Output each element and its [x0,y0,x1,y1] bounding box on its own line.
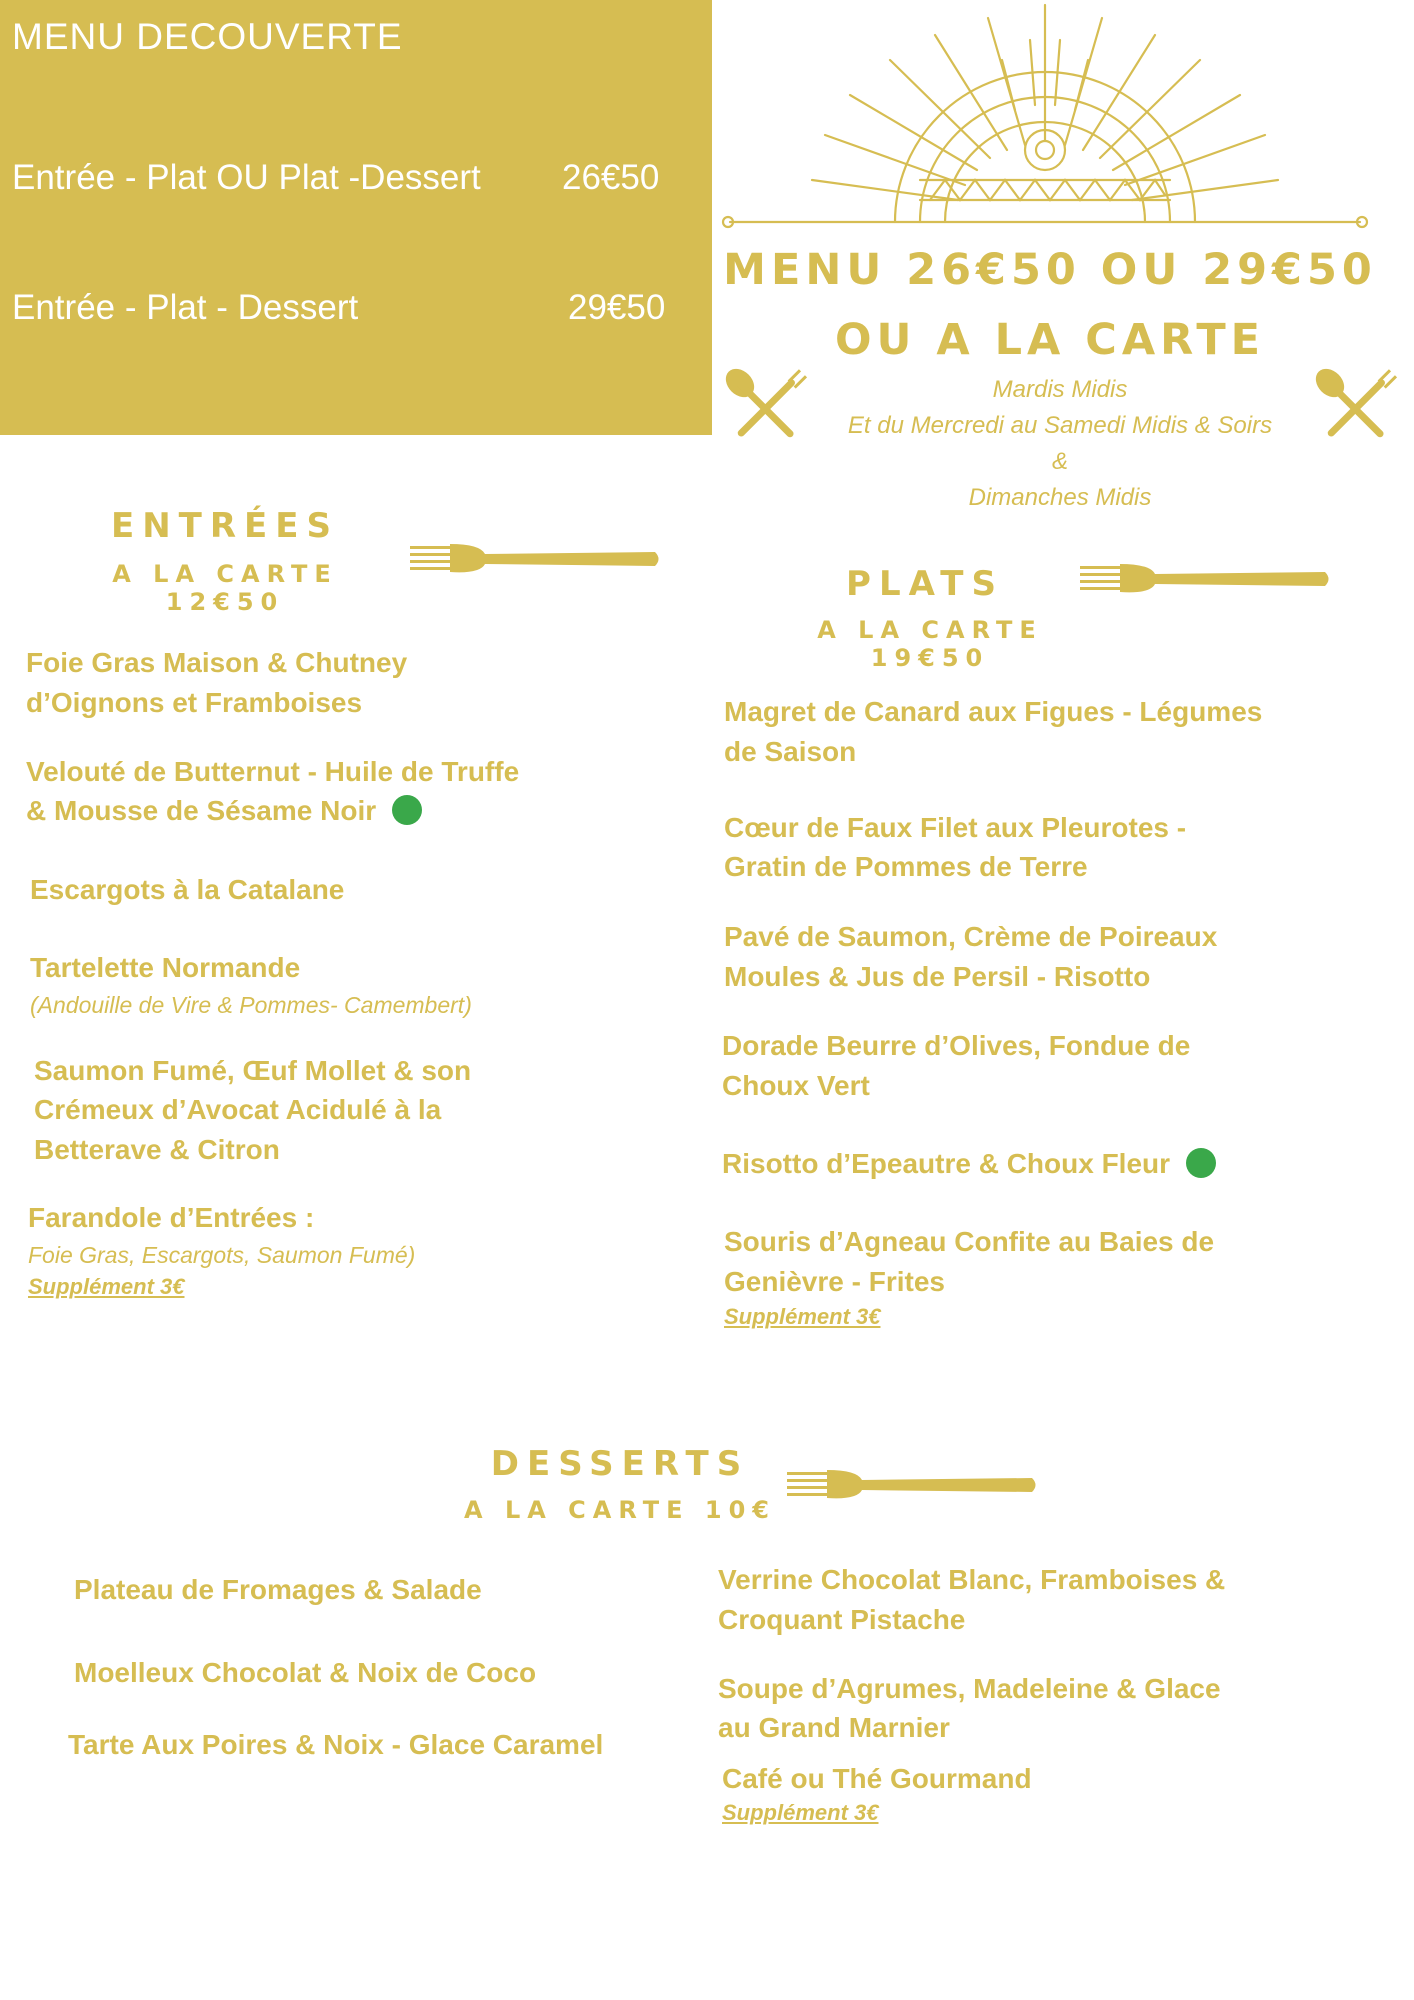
entree-note: (Andouille de Vire & Pommes- Camembert) [30,992,472,1018]
supplement-note: Supplément 3€ [28,1274,185,1299]
schedule-line2: Et du Mercredi au Samedi Midis & Soirs [847,412,1273,439]
dessert-item: Soupe d’Agrumes, Madeleine & Glace [718,1673,1221,1704]
schedule-line1: Mardis Midis [992,376,1128,403]
dessert-item: Croquant Pistache [718,1604,966,1635]
entree-item: & Mousse de Sésame Noir [26,795,377,826]
entree-item: d’Oignons et Framboises [26,687,363,718]
plats-subtitle: A LA CARTE 19€50 [817,616,1043,672]
plat-item: Choux Vert [722,1070,870,1101]
plat-item: Cœur de Faux Filet aux Pleurotes - [724,812,1187,843]
plats-title: PLATS [846,564,1004,604]
fork-icon-desserts [787,1466,1037,1504]
fork-icon-entrees [410,540,660,578]
entree-item-with-veg [26,791,422,831]
entrees-title: ENTRÉES [111,506,339,546]
spoon-fork-cross-icon-right [1312,365,1400,453]
decouverte-line2-label: Entrée - Plat - Dessert [12,288,359,327]
entree-item: Farandole d’Entrées : [28,1202,315,1233]
menu-decouverte-title: MENU DECOUVERTE [12,16,403,57]
dessert-item: Verrine Chocolat Blanc, Framboises & [718,1564,1226,1595]
dessert-item: Moelleux Chocolat & Noix de Coco [74,1657,537,1688]
entree-item: Escargots à la Catalane [30,874,345,905]
dessert-item: Café ou Thé Gourmand [722,1763,1032,1794]
vegetarian-leaf-icon [1186,1148,1216,1178]
plat-item: de Saison [724,736,857,767]
decouverte-line1-label: Entrée - Plat OU Plat -Dessert [12,158,481,197]
entree-item: Tartelette Normande [30,952,301,983]
supplement-note: Supplément 3€ [722,1800,879,1825]
main-title-line1: MENU 26€50 OU 29€50 [723,245,1377,295]
decouverte-line1-price: 26€50 [562,158,660,197]
plat-item: Risotto d’Epeautre & Choux Fleur [722,1148,1171,1179]
entree-item: Betterave & Citron [34,1134,280,1165]
main-title-line2: OU A LA CARTE [834,315,1266,365]
fork-icon-plats [1080,560,1330,598]
spoon-fork-cross-icon [722,365,810,453]
entree-item: Velouté de Butternut - Huile de Truffe [26,756,520,787]
plat-item: Gratin de Pommes de Terre [724,851,1088,882]
dessert-item: Tarte Aux Poires & Noix - Glace Caramel [68,1729,604,1760]
entree-item: Crémeux d’Avocat Acidulé à la [34,1094,442,1125]
desserts-subtitle: A LA CARTE 10€ [464,1496,776,1524]
plat-item: Magret de Canard aux Figues - Légumes [724,696,1263,727]
menu-decouverte-box [0,0,712,435]
plat-item: Souris d’Agneau Confite au Baies de [724,1226,1215,1257]
supplement-note: Supplément 3€ [724,1304,881,1329]
vegetarian-leaf-icon [392,795,422,825]
entrees-subtitle: A LA CARTE 12€50 [112,560,338,616]
schedule-line3: & [1051,448,1068,475]
plat-item: Moules & Jus de Persil - Risotto [724,961,1151,992]
decouverte-line2-price: 29€50 [568,288,666,327]
plat-item: Dorade Beurre d’Olives, Fondue de [722,1030,1191,1061]
dessert-item: Plateau de Fromages & Salade [74,1574,482,1605]
plat-item: Genièvre - Frites [724,1266,945,1297]
plat-item-with-veg [722,1144,1216,1184]
entree-item: Saumon Fumé, Œuf Mollet & son [34,1055,472,1086]
schedule-line4: Dimanches Midis [968,484,1152,511]
sunburst-emblem-icon [720,0,1370,235]
dessert-item: au Grand Marnier [718,1712,950,1743]
desserts-title: DESSERTS [490,1444,750,1484]
entree-item: Foie Gras Maison & Chutney [26,647,408,678]
entree-note: Foie Gras, Escargots, Saumon Fumé) [28,1242,416,1268]
plat-item: Pavé de Saumon, Crème de Poireaux [724,921,1218,952]
